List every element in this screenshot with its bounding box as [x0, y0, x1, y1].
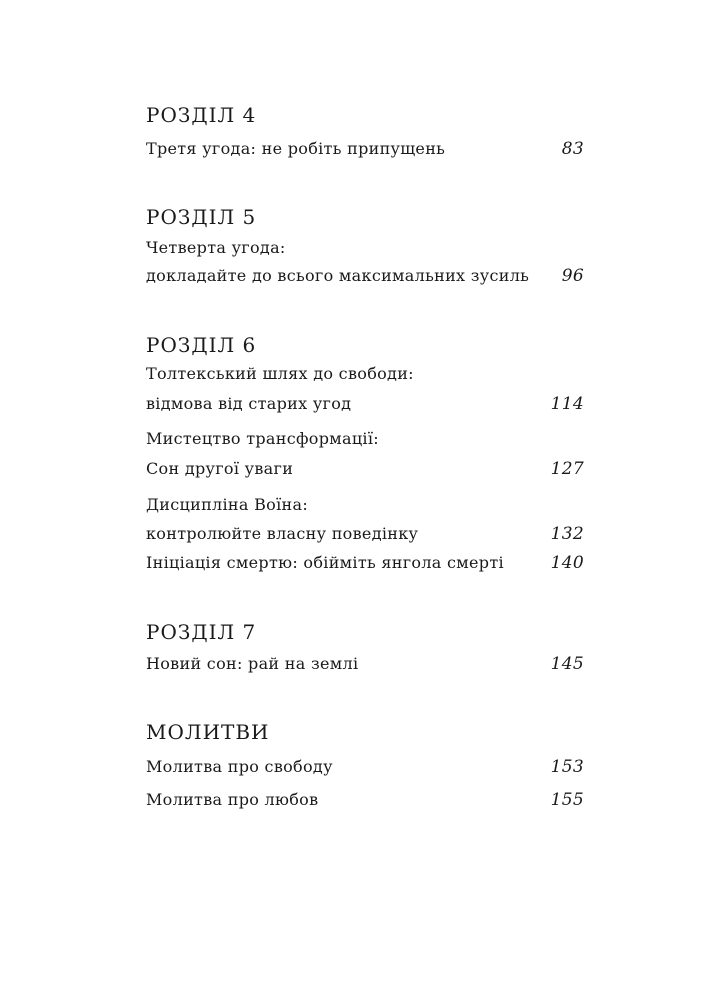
section-heading: МОЛИТВИ: [146, 720, 270, 744]
entry-title: Мистецтво трансформації:: [146, 429, 379, 448]
section-heading: РОЗДІЛ 7: [146, 620, 257, 644]
entry-title: Ініціація смертю: обійміть янгола смерті: [146, 553, 504, 572]
entry-title: контролюйте власну поведінку: [146, 524, 419, 543]
entry-page-number: 153: [550, 757, 584, 777]
entry-page-number: 83: [561, 139, 584, 159]
entry-page-number: 127: [550, 459, 584, 479]
entry-title: Толтекський шлях до свободи:: [146, 364, 414, 383]
section-heading: РОЗДІЛ 4: [146, 103, 257, 127]
entry-page-number: 114: [550, 394, 584, 414]
section-heading: РОЗДІЛ 6: [146, 333, 257, 357]
entry-title: Дисципліна Воїна:: [146, 495, 309, 514]
entry-title: Новий сон: рай на землі: [146, 654, 359, 673]
entry-page-number: 145: [550, 654, 584, 674]
entry-title: Молитва про свободу: [146, 757, 333, 776]
entry-title: Третя угода: не робіть припущень: [146, 139, 446, 158]
entry-title: відмова від старих угод: [146, 394, 352, 413]
entry-title: докладайте до всього максимальних зусиль: [146, 266, 530, 285]
entry-title: Сон другої уваги: [146, 459, 294, 478]
entry-title: Четверта угода:: [146, 238, 286, 257]
entry-page-number: 96: [561, 266, 584, 286]
entry-title: Молитва про любов: [146, 790, 319, 809]
entry-page-number: 140: [550, 553, 584, 573]
entry-page-number: 132: [550, 524, 584, 544]
entry-page-number: 155: [550, 790, 584, 810]
section-heading: РОЗДІЛ 5: [146, 205, 257, 229]
